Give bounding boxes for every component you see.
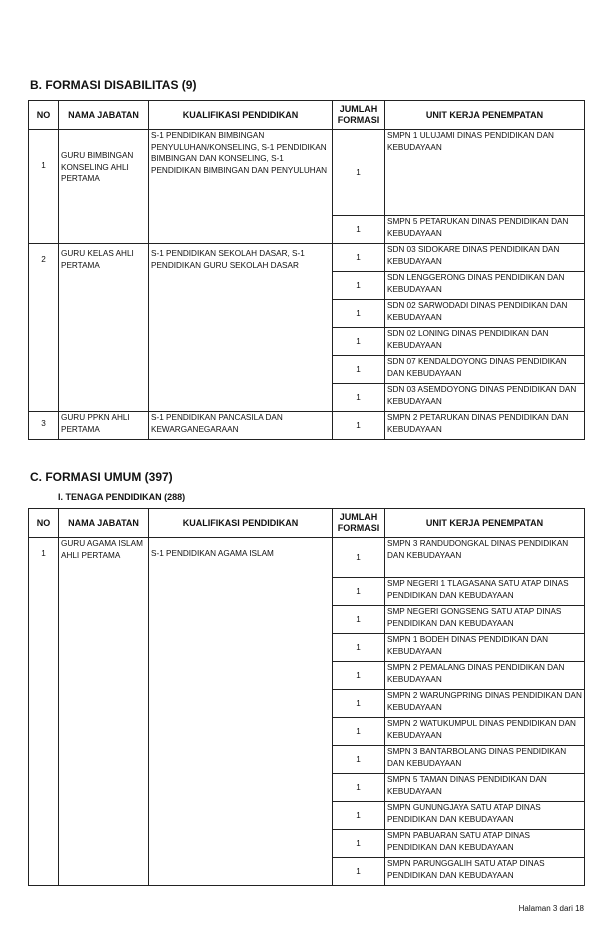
cell-jumlah: 1 <box>333 356 385 384</box>
cell-jumlah: 1 <box>333 802 385 830</box>
cell-jumlah: 1 <box>333 384 385 412</box>
cell-unit-kerja: SMPN PABUARAN SATU ATAP DINAS PENDIDIKAN DAN KEBUDAYAAN <box>385 830 585 858</box>
cell-jumlah: 1 <box>333 328 385 356</box>
header-nama-jabatan: NAMA JABATAN <box>59 509 149 538</box>
cell-kualifikasi: S-1 PENDIDIKAN AGAMA ISLAM <box>149 538 333 886</box>
cell-unit-kerja: SMPN 2 WATUKUMPUL DINAS PENDIDIKAN DAN KEBUDAYAAN <box>385 718 585 746</box>
cell-unit-kerja: SDN LENGGERONG DINAS PENDIDIKAN DAN KEBUDAYAAN <box>385 272 585 300</box>
cell-unit-kerja: SMPN 2 PETARUKAN DINAS PENDIDIKAN DAN KEBUDAYAAN <box>385 412 585 440</box>
table-row <box>29 244 585 272</box>
cell-kualifikasi: S-1 PENDIDIKAN PANCASILA DAN KEWARGANEGARAAN <box>149 412 333 440</box>
cell-unit-kerja: SMPN 2 PEMALANG DINAS PENDIDIKAN DAN KEBUDAYAAN <box>385 662 585 690</box>
cell-jumlah: 1 <box>333 774 385 802</box>
cell-nama-jabatan: GURU BIMBINGAN KONSELING AHLI PERTAMA <box>59 130 149 244</box>
cell-unit-kerja: SMP NEGERI 1 TLAGASANA SATU ATAP DINAS PENDIDIKAN DAN KEBUDAYAAN <box>385 578 585 606</box>
cell-unit-kerja: SDN 02 SARWODADI DINAS PENDIDIKAN DAN KEBUDAYAAN <box>385 300 585 328</box>
cell-nama-jabatan: GURU AGAMA ISLAM AHLI PERTAMA <box>59 538 149 886</box>
cell-unit-kerja: SMPN 3 BANTARBOLANG DINAS PENDIDIKAN DAN KEBUDAYAAN <box>385 746 585 774</box>
cell-no: 2 <box>29 244 59 412</box>
section-c-title: C. FORMASI UMUM (397) <box>30 470 173 484</box>
cell-jumlah: 1 <box>333 578 385 606</box>
header-jumlah-formasi: JUMLAH FORMASI <box>333 509 385 538</box>
cell-jumlah: 1 <box>333 858 385 886</box>
cell-unit-kerja: SMPN 2 WARUNGPRING DINAS PENDIDIKAN DAN KEBUDAYAAN <box>385 690 585 718</box>
cell-jumlah: 1 <box>333 662 385 690</box>
table-row <box>29 130 585 216</box>
cell-unit-kerja: SMPN 3 RANDUDONGKAL DINAS PENDIDIKAN DAN KEBUDAYAAN <box>385 538 585 578</box>
cell-unit-kerja: SMP NEGERI GONGSENG SATU ATAP DINAS PENDIDIKAN DAN KEBUDAYAAN <box>385 606 585 634</box>
cell-unit-kerja: SDN 03 SIDOKARE DINAS PENDIDIKAN DAN KEBUDAYAAN <box>385 244 585 272</box>
header-nama-jabatan: NAMA JABATAN <box>59 101 149 130</box>
cell-jumlah: 1 <box>333 746 385 774</box>
cell-jumlah: 1 <box>333 718 385 746</box>
cell-unit-kerja: SMPN GUNUNGJAYA SATU ATAP DINAS PENDIDIKAN DAN KEBUDAYAAN <box>385 802 585 830</box>
cell-nama-jabatan: GURU KELAS AHLI PERTAMA <box>59 244 149 412</box>
header-jumlah-formasi: JUMLAH FORMASI <box>333 101 385 130</box>
cell-kualifikasi: S-1 PENDIDIKAN BIMBINGAN PENYULUHAN/KONSELING, S-1 PENDIDIKAN BIMBINGAN DAN KONSELING, S-1 PENDIDIKAN BIMBINGAN DAN PENYULUHAN <box>149 130 333 244</box>
section-b-title: B. FORMASI DISABILITAS (9) <box>30 78 197 92</box>
cell-jumlah: 1 <box>333 216 385 244</box>
cell-unit-kerja: SDN 03 ASEMDOYONG DINAS PENDIDIKAN DAN KEBUDAYAAN <box>385 384 585 412</box>
page-number: Halaman 3 dari 18 <box>518 904 584 913</box>
cell-jumlah: 1 <box>333 244 385 272</box>
header-kualifikasi: KUALIFIKASI PENDIDIKAN <box>149 509 333 538</box>
table-row <box>29 412 585 440</box>
cell-jumlah: 1 <box>333 830 385 858</box>
cell-jumlah: 1 <box>333 538 385 578</box>
cell-unit-kerja: SMPN 5 TAMAN DINAS PENDIDIKAN DAN KEBUDAYAAN <box>385 774 585 802</box>
header-row <box>29 101 585 130</box>
cell-unit-kerja: SMPN 1 ULUJAMI DINAS PENDIDIKAN DAN KEBUDAYAAN <box>385 130 585 216</box>
cell-unit-kerja: SMPN 5 PETARUKAN DINAS PENDIDIKAN DAN KEBUDAYAAN <box>385 216 585 244</box>
header-no: NO <box>29 101 59 130</box>
cell-no: 1 <box>29 538 59 886</box>
cell-jumlah: 1 <box>333 300 385 328</box>
cell-unit-kerja: SDN 07 KENDALDOYONG DINAS PENDIDIKAN DAN KEBUDAYAAN <box>385 356 585 384</box>
header-kualifikasi: KUALIFIKASI PENDIDIKAN <box>149 101 333 130</box>
header-row <box>29 509 585 538</box>
header-unit-kerja: UNIT KERJA PENEMPATAN <box>385 509 585 538</box>
cell-jumlah: 1 <box>333 606 385 634</box>
cell-jumlah: 1 <box>333 412 385 440</box>
cell-jumlah: 1 <box>333 130 385 216</box>
cell-unit-kerja: SMPN PARUNGGALIH SATU ATAP DINAS PENDIDIKAN DAN KEBUDAYAAN <box>385 858 585 886</box>
cell-jumlah: 1 <box>333 272 385 300</box>
cell-jumlah: 1 <box>333 690 385 718</box>
cell-jumlah: 1 <box>333 634 385 662</box>
formasi-umum-table <box>28 508 585 886</box>
cell-no: 1 <box>29 130 59 244</box>
formasi-disabilitas-table <box>28 100 585 440</box>
cell-no: 3 <box>29 412 59 440</box>
cell-unit-kerja: SDN 02 LONING DINAS PENDIDIKAN DAN KEBUDAYAAN <box>385 328 585 356</box>
cell-nama-jabatan: GURU PPKN AHLI PERTAMA <box>59 412 149 440</box>
header-no: NO <box>29 509 59 538</box>
cell-kualifikasi: S-1 PENDIDIKAN SEKOLAH DASAR, S-1 PENDIDIKAN GURU SEKOLAH DASAR <box>149 244 333 412</box>
header-unit-kerja: UNIT KERJA PENEMPATAN <box>385 101 585 130</box>
section-c-subtitle: I. TENAGA PENDIDIKAN (288) <box>58 492 186 502</box>
table-row <box>29 538 585 578</box>
cell-unit-kerja: SMPN 1 BODEH DINAS PENDIDIKAN DAN KEBUDAYAAN <box>385 634 585 662</box>
